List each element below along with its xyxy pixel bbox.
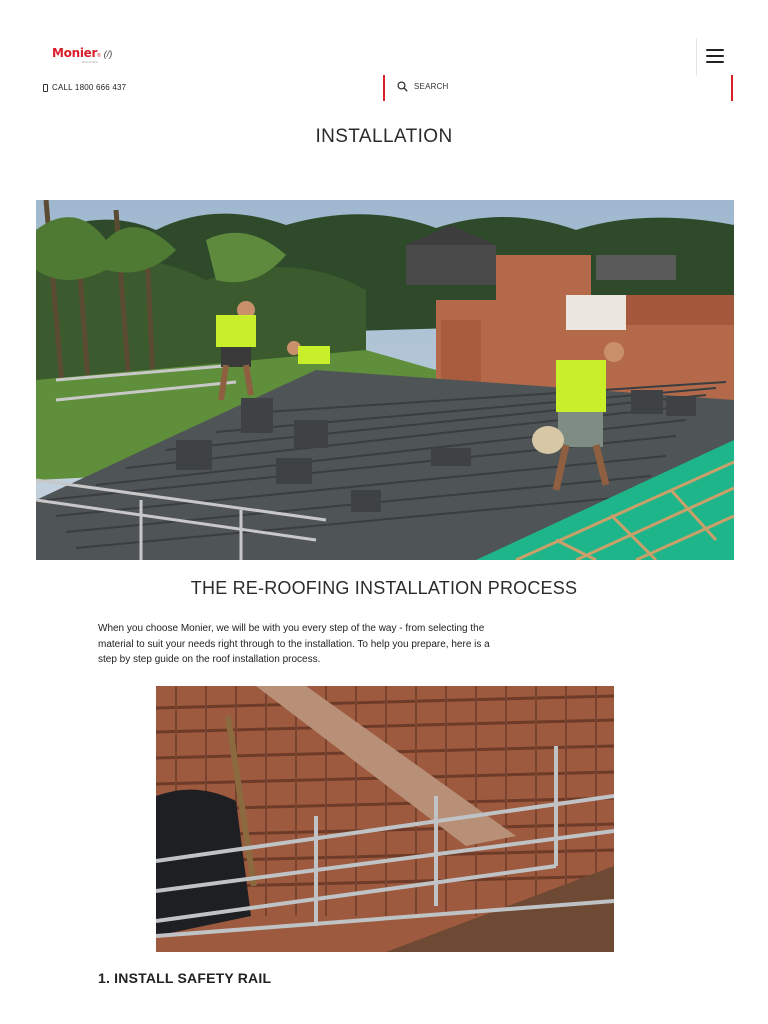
- hero-image-roofers-on-roof: [36, 200, 734, 560]
- monier-logo[interactable]: [52, 46, 113, 64]
- menu-bar: [706, 49, 724, 51]
- logo-registered-mark: ®: [97, 53, 101, 59]
- call-label: CALL 1800 666 437: [52, 83, 127, 92]
- intro-paragraph: When you choose Monier, we will be with you every step of the way - from selecting the material to suit your needs right through to the installation. To help you prepare, here is a step by step guide on the roof installation process.: [98, 623, 490, 665]
- search-left-accent: [383, 75, 385, 101]
- hero-illustration: [36, 200, 734, 560]
- call-link[interactable]: [43, 83, 126, 92]
- menu-bar: [706, 55, 724, 57]
- section-title: THE RE-ROOFING INSTALLATION PROCESS: [190, 578, 578, 598]
- search-icon: [397, 81, 408, 92]
- safety-rail-illustration: [156, 686, 614, 952]
- search-button[interactable]: [397, 81, 449, 92]
- safety-rail-photo: [156, 686, 614, 952]
- menu-bar: [706, 61, 724, 63]
- logo-subtext: ROOFING: [82, 60, 99, 64]
- logo-wordmark: Monier: [52, 46, 98, 60]
- step-title-install-safety-rail: 1. INSTALL SAFETY RAIL: [98, 970, 272, 986]
- page-title: INSTALLATION: [315, 126, 453, 147]
- search-right-accent: [731, 75, 733, 101]
- menu-divider: [696, 38, 697, 76]
- logo-slash: (/): [103, 49, 113, 59]
- hamburger-menu-icon[interactable]: [705, 47, 725, 65]
- search-label: SEARCH: [414, 82, 449, 91]
- phone-icon: [43, 84, 48, 92]
